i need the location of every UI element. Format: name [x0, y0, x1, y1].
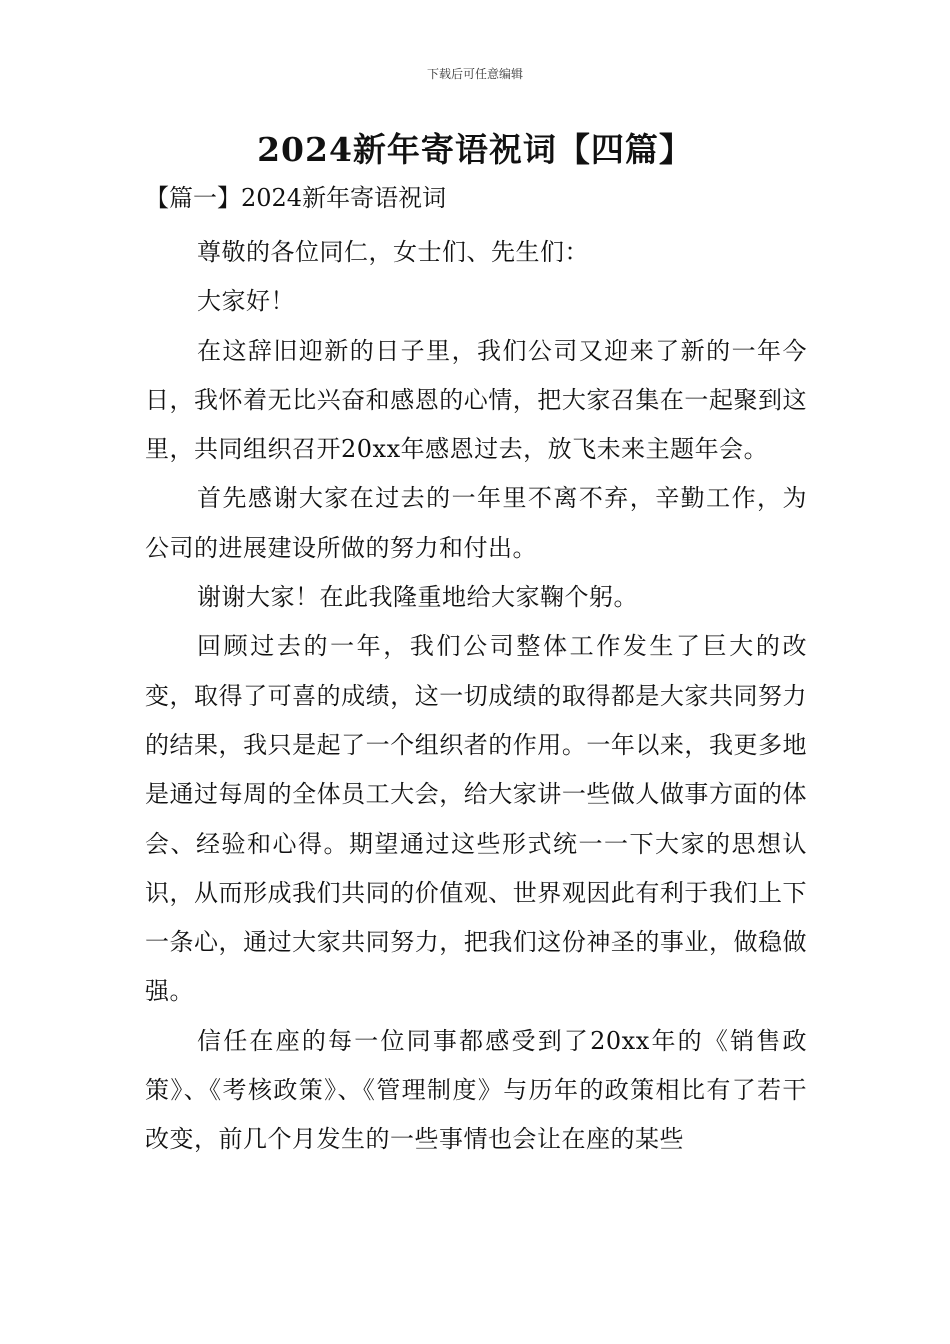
- paragraph-review: 回顾过去的一年，我们公司整体工作发生了巨大的改变，取得了可喜的成绩，这一切成绩的取得都是大家共同努力的结果，我只是起了一个组织者的作用。一年以来，我更多地是通过每周的全体员工大会，给大家讲一些做人做事方面的体会、经验和心得。期望通过这些形式统一一下大家的思想认识，从而形成我们共同的价值观、世界观因此有利于我们上下一条心，通过大家共同努力，把我们这份神圣的事业，做稳做强。: [145, 632, 807, 1006]
- section-heading: 【篇一】2024新年寄语祝词: [145, 184, 447, 212]
- document-title: 2024新年寄语祝词【四篇】: [257, 130, 693, 169]
- header-note: 下载后可任意编辑: [426, 67, 523, 81]
- paragraph-new-year: 在这辞旧迎新的日子里，我们公司又迎来了新的一年今日，我怀着无比兴奋和感恩的心情，把大家召集在一起聚到这里，共同组织召开20xx年感恩过去，放飞未来主题年会。: [145, 336, 807, 464]
- paragraph-bow: 谢谢大家！在此我隆重地给大家鞠个躬。: [197, 583, 638, 612]
- paragraph-policies: 信任在座的每一位同事都感受到了20xx年的《销售政策》、《考核政策》、《管理制度》与历年的政策相比有了若干改变，前几个月发生的一些事情也会让在座的某些: [145, 1026, 807, 1154]
- paragraph-greeting: 尊敬的各位同仁，女士们、先生们：: [197, 238, 589, 266]
- paragraph-thanks: 首先感谢大家在过去的一年里不离不弃，辛勤工作，为公司的进展建设所做的努力和付出。: [145, 484, 807, 562]
- paragraph-hello: 大家好！: [197, 287, 295, 316]
- document-body: [145, 228, 807, 1165]
